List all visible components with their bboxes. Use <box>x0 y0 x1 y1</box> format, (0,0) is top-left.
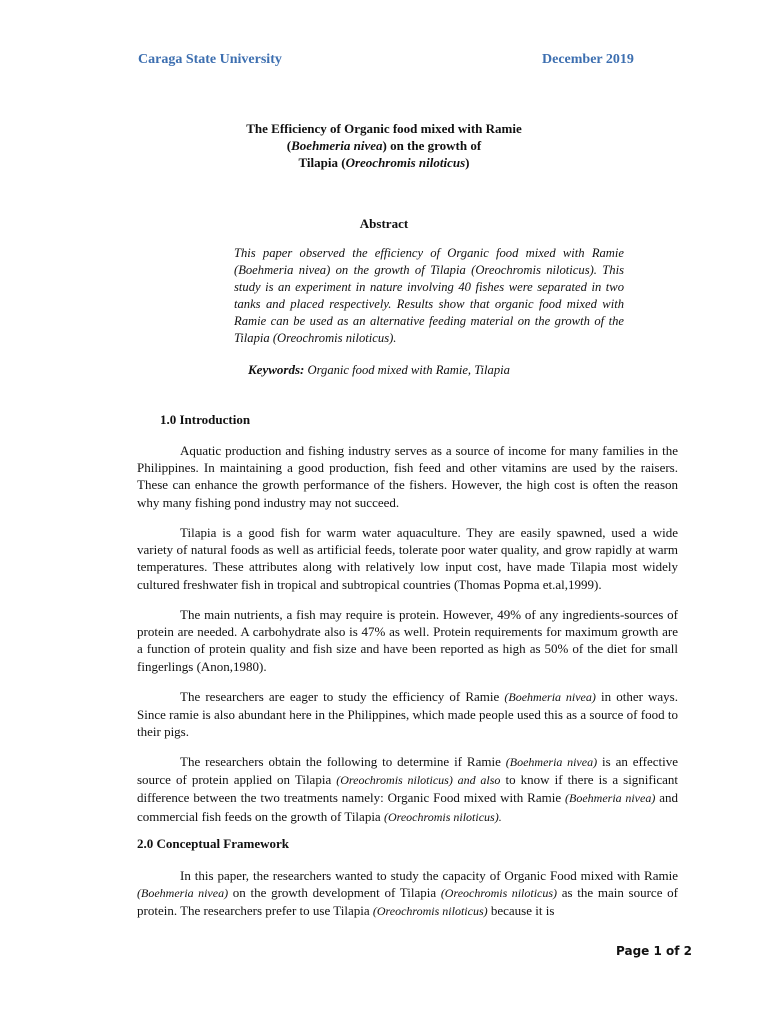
paper-title <box>0 120 768 171</box>
abstract-text: This paper observed the efficiency of Organic food mixed with Ramie (Boehmeria nivea) on the growth of Tilapia (Oreochromis niloticus). This study is an experiment in nature involving 40 fishes were separated in two tanks and placed respectively. Results show that organic food mixed with Ramie can be used as an alternative feeding material on the growth of the Tilapia (Oreochromis niloticus). <box>234 246 624 345</box>
intro-paragraph-5: The researchers obtain the following to determine if Ramie (Boehmeria nivea) is an effective source of protein applied on Tilapia (Oreochromis niloticus) and also to know if there is a significant difference between the two treatments namely: Organic Food mixed with Ramie (Boehmeria nivea) and commercial fish feeds on the growth of Tilapia (Oreochromis niloticus). <box>137 754 679 824</box>
cf-paragraph-1: In this paper, the researchers wanted to study the capacity of Organic Food mixed with Ramie (Boehmeria nivea) on the growth development of Tilapia (Oreochromis niloticus) as the main source of protein. The researchers prefer to use Tilapia (Oreochromis niloticus) because it is <box>137 868 678 919</box>
section-heading-introduction: 1.0 Introduction <box>160 412 251 427</box>
keywords-label: Keywords: <box>248 362 305 377</box>
header-date: December 2019 <box>542 52 634 67</box>
intro-paragraph-4: The researchers are eager to study the efficiency of Ramie (Boehmeria nivea) in other ways. Since ramie is also abundant here in the Philippines, which made people used this as a source of food to their pigs. <box>137 689 678 740</box>
intro-paragraph-3: The main nutrients, a fish may require is protein. However, 49% of any ingredients-sources of protein are needed. A carbohydrate also is 47% as well. Protein requirements for maximum growth are a function of protein quality and fish size and have been reported as high as 50% of the diet for small fingerlings (Anon,1980). <box>137 607 678 674</box>
section-heading-conceptual-framework: 2.0 Conceptual Framework <box>137 836 290 851</box>
intro-paragraph-2: Tilapia is a good fish for warm water aquaculture. They are easily spawned, used a wide variety of natural foods as well as artificial feeds, tolerate poor water quality, and grow rapidly at warm temperatures. These attributes along with relatively low input cost, have made Tilapia most widely cultured freshwater fish in tropical and subtropical countries (Thomas Popma et.al,1999). <box>137 525 678 592</box>
title-line-2: (Boehmeria nivea) on the growth of <box>286 138 482 153</box>
title-line-3: Tilapia (Oreochromis niloticus) <box>298 155 470 170</box>
intro-paragraph-1: Aquatic production and fishing industry serves as a source of income for many families in the Philippines. In maintaining a good production, fish feed and other vitamins are used by the raisers. These can enhance the growth performance of the fishers. However, the high cost is often the reason why many fishing pond industry may not succeed. <box>137 443 678 510</box>
title-line-1: The Efficiency of Organic food mixed with Ramie <box>246 121 522 136</box>
page-number: Page 1 of 2 <box>616 944 692 958</box>
abstract-heading: Abstract <box>359 216 409 231</box>
title-sci-name-ramie: Boehmeria nivea <box>291 138 383 153</box>
header-institution: Caraga State University <box>138 52 282 67</box>
title-sci-name-tilapia: Oreochromis niloticus <box>345 155 466 170</box>
keywords <box>248 362 510 378</box>
keywords-list: Organic food mixed with Ramie, Tilapia <box>304 363 510 377</box>
